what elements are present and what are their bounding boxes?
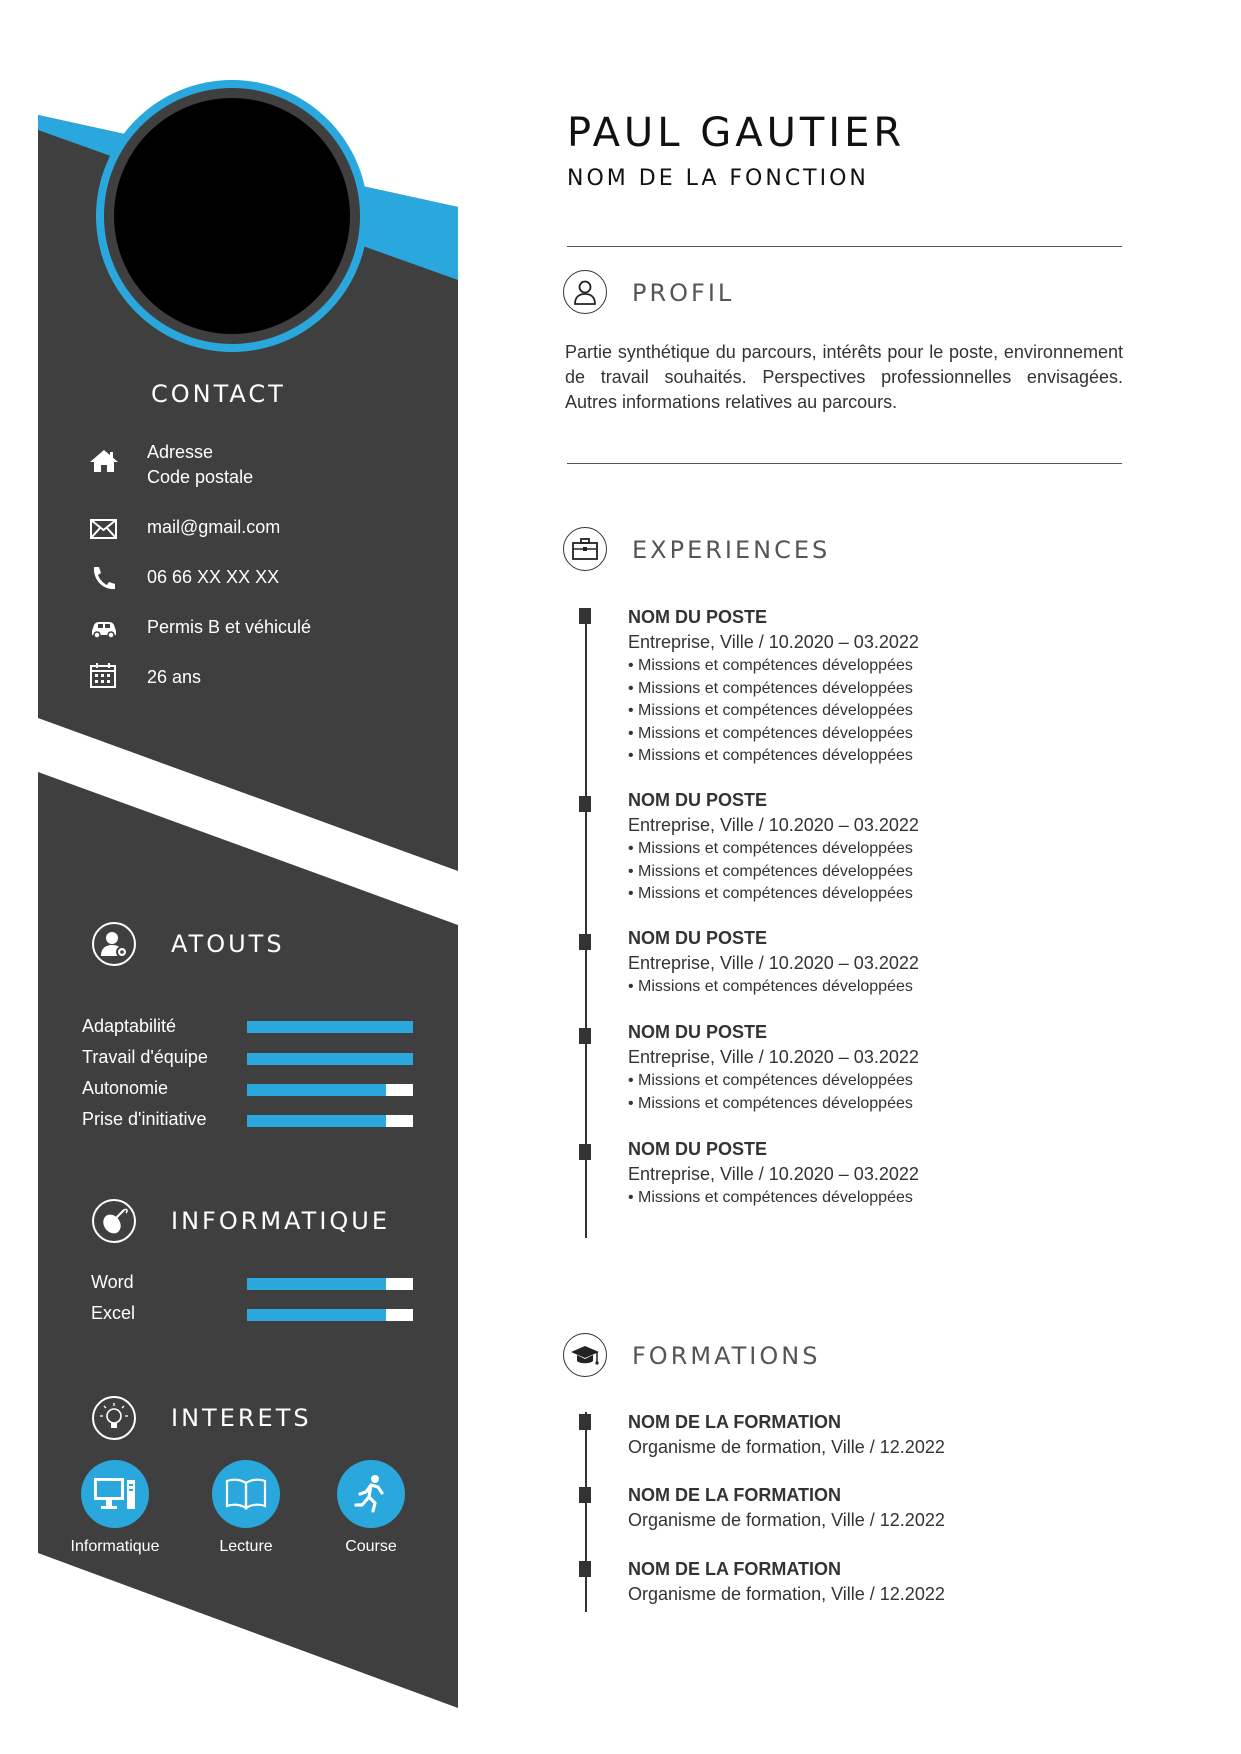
job-title: NOM DE LA FONCTION xyxy=(567,166,869,191)
interest-item xyxy=(176,1460,316,1556)
experience-subtitle: Entreprise, Ville / 10.2020 – 03.2022 xyxy=(628,1164,919,1184)
experience-item xyxy=(628,788,1108,906)
atout-label: Adaptabilité xyxy=(82,1016,177,1036)
formation-title: NOM DE LA FORMATION xyxy=(628,1559,841,1579)
formation-item xyxy=(628,1410,1108,1460)
software-bar xyxy=(247,1278,413,1290)
contact-license: Permis B et véhiculé xyxy=(147,617,312,637)
timeline-marker xyxy=(579,608,591,624)
formation-title: NOM DE LA FORMATION xyxy=(628,1412,841,1432)
contact-heading: CONTACT xyxy=(151,380,286,408)
phone-icon xyxy=(89,565,119,596)
experience-bullet: • Missions et compétences développées xyxy=(628,978,913,995)
formation-subtitle: Organisme de formation, Ville / 12.2022 xyxy=(628,1437,945,1457)
experience-bullet: • Missions et compétences développées xyxy=(628,840,913,857)
experience-title: NOM DU POSTE xyxy=(628,607,768,627)
experience-bullet: • Missions et compétences développées xyxy=(628,862,913,880)
mouse-icon xyxy=(92,1199,136,1243)
experience-item xyxy=(628,926,1108,999)
experience-subtitle: Entreprise, Ville / 10.2020 – 03.2022 xyxy=(628,815,919,835)
experience-title: NOM DU POSTE xyxy=(628,1022,768,1042)
software-label: Excel xyxy=(91,1303,136,1323)
atouts-heading: ATOUTS xyxy=(171,930,285,958)
interest-item xyxy=(301,1460,441,1556)
experience-title: NOM DU POSTE xyxy=(628,790,768,810)
experience-bullet: • Missions et compétences développées xyxy=(628,679,913,697)
contact-address xyxy=(147,440,253,490)
person-name: PAUL GAUTIER xyxy=(567,110,906,156)
timeline-marker xyxy=(579,796,591,812)
address-line2: Code postale xyxy=(147,467,254,487)
interets-heading: INTERETS xyxy=(171,1404,312,1432)
timeline-marker xyxy=(579,1414,591,1430)
atout-bar xyxy=(247,1084,413,1096)
atout-label: Prise d'initiative xyxy=(82,1109,207,1129)
interest-item xyxy=(45,1460,185,1556)
formation-title: NOM DE LA FORMATION xyxy=(628,1485,841,1505)
formation-timeline xyxy=(585,1412,587,1612)
software-label: Word xyxy=(91,1272,134,1292)
profil-heading: PROFIL xyxy=(632,279,735,307)
formation-subtitle: Organisme de formation, Ville / 12.2022 xyxy=(628,1584,945,1604)
user-icon xyxy=(563,270,607,314)
formation-item xyxy=(628,1557,1108,1607)
mail-icon xyxy=(89,516,119,547)
experience-subtitle: Entreprise, Ville / 10.2020 – 03.2022 xyxy=(628,632,919,652)
contact-email: mail@gmail.com xyxy=(147,517,281,537)
atout-label: Autonomie xyxy=(82,1078,169,1098)
atout-bar xyxy=(247,1115,413,1127)
atout-bar-fill xyxy=(247,1084,386,1096)
timeline-marker xyxy=(579,1028,591,1044)
software-bar xyxy=(247,1309,413,1321)
experience-bullet: • Missions et compétences développées xyxy=(628,702,913,719)
software-bar-fill xyxy=(247,1309,386,1321)
experience-bullet: • Missions et compétences développées xyxy=(628,1189,913,1206)
interest-label: Informatique xyxy=(70,1538,160,1555)
experience-bullet: • Missions et compétences développées xyxy=(628,1072,913,1089)
calendar-icon xyxy=(89,663,119,694)
timeline-marker xyxy=(579,1144,591,1160)
briefcase-icon xyxy=(563,527,607,571)
experience-bullet: • Missions et compétences développées xyxy=(628,724,913,742)
atout-bar xyxy=(247,1021,413,1033)
software-bar-fill xyxy=(247,1278,386,1290)
formation-subtitle: Organisme de formation, Ville / 12.2022 xyxy=(628,1510,945,1530)
atout-bar xyxy=(247,1053,413,1065)
computer-icon xyxy=(81,1460,149,1528)
experience-bullet: • Missions et compétences développées xyxy=(628,1094,913,1112)
car-icon xyxy=(89,615,119,646)
lightbulb-icon xyxy=(92,1396,136,1440)
experience-subtitle: Entreprise, Ville / 10.2020 – 03.2022 xyxy=(628,953,919,973)
runner-icon xyxy=(337,1460,405,1528)
experience-title: NOM DU POSTE xyxy=(628,1139,768,1159)
atout-bar-fill xyxy=(247,1021,413,1033)
book-icon xyxy=(212,1460,280,1528)
informatique-heading: INFORMATIQUE xyxy=(171,1207,391,1235)
address-line1: Adresse xyxy=(147,442,214,462)
contact-phone: 06 66 XX XX XX xyxy=(147,567,280,587)
formation-item xyxy=(628,1483,1108,1533)
graduation-cap-icon xyxy=(563,1333,607,1377)
formations-heading: FORMATIONS xyxy=(632,1342,821,1370)
atout-label: Travail d'équipe xyxy=(82,1047,208,1067)
home-icon xyxy=(89,448,119,479)
contact-age: 26 ans xyxy=(147,667,202,687)
user-gear-icon xyxy=(92,922,136,966)
experience-bullet: • Missions et compétences développées xyxy=(628,885,913,902)
experience-bullet: • Missions et compétences développées xyxy=(628,657,913,674)
atout-bar-fill xyxy=(247,1115,386,1127)
experience-item xyxy=(628,605,1108,768)
atout-bar-fill xyxy=(247,1053,413,1065)
experience-subtitle: Entreprise, Ville / 10.2020 – 03.2022 xyxy=(628,1047,919,1067)
divider xyxy=(567,463,1122,464)
profile-photo xyxy=(114,98,350,334)
experience-item xyxy=(628,1020,1108,1115)
timeline-marker xyxy=(579,934,591,950)
profil-text: Partie synthétique du parcours, intérêts pour le poste, environnement de travail souhaités. Perspectives professionnelles envisagées. Autres informations relatives au parcours. xyxy=(565,342,1123,412)
interest-label: Course xyxy=(345,1538,397,1555)
experiences-heading: EXPERIENCES xyxy=(632,536,831,564)
experience-bullet: • Missions et compétences développées xyxy=(628,747,913,764)
timeline-marker xyxy=(579,1487,591,1503)
experience-item xyxy=(628,1137,1108,1210)
experience-title: NOM DU POSTE xyxy=(628,928,768,948)
divider xyxy=(567,246,1122,247)
interest-label: Lecture xyxy=(219,1538,273,1555)
timeline-marker xyxy=(579,1561,591,1577)
